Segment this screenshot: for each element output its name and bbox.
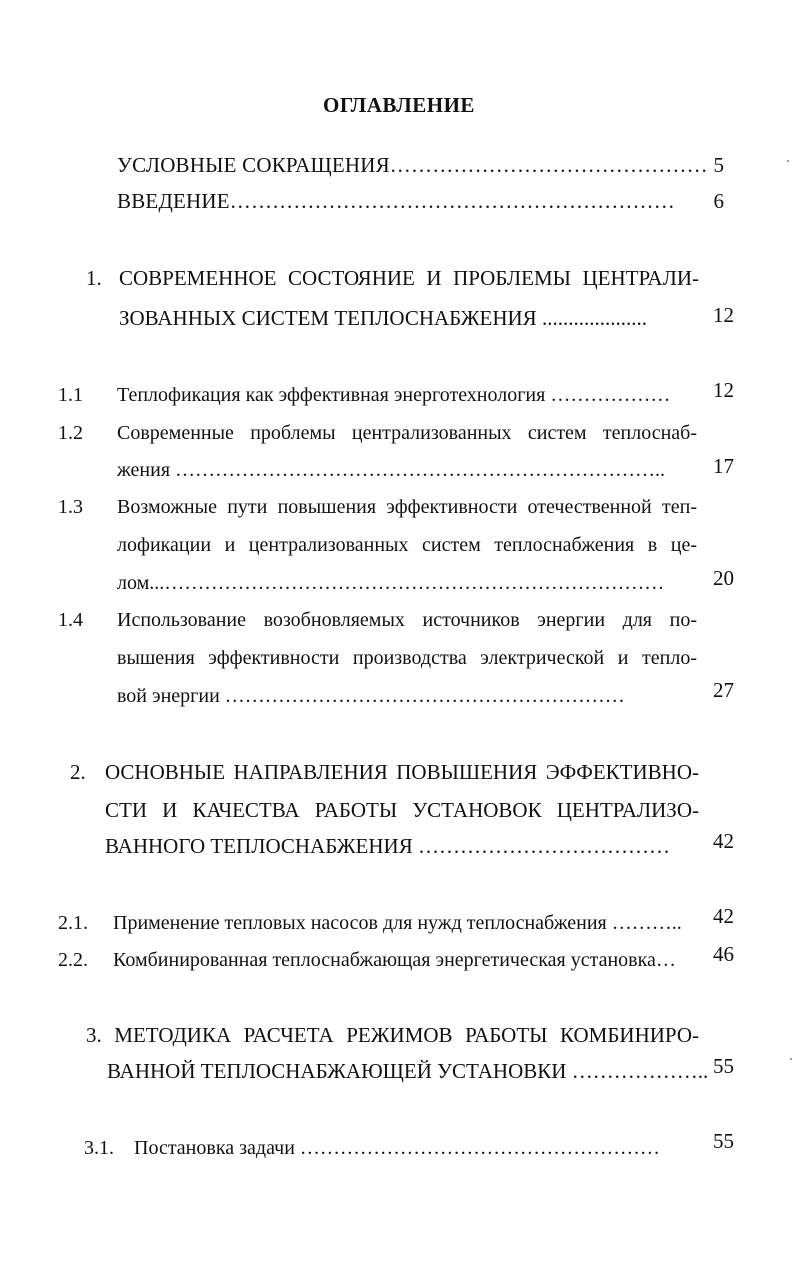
section-title-line: лофикации и централизованных систем теплоснабжения в це-	[117, 534, 697, 556]
section-number: 1.3	[58, 496, 83, 518]
toc-page-number: 12	[713, 378, 734, 402]
toc-page-number: 20	[713, 566, 734, 590]
section-title-line: лом...…………………………………………………………………	[117, 572, 665, 594]
chapter-title-line: ВАННОГО ТЕПЛОСНАБЖЕНИЯ ………………………………	[105, 834, 670, 858]
toc-page-number: 5	[713, 153, 724, 177]
chapter-title-line: СТИ И КАЧЕСТВА РАБОТЫ УСТАНОВОК ЦЕНТРАЛИЗО-	[105, 798, 699, 822]
chapter-title-line: 3. МЕТОДИКА РАСЧЕТА РЕЖИМОВ РАБОТЫ КОМБИНИРО-	[86, 1023, 699, 1047]
toc-page-number: 55	[713, 1129, 734, 1153]
chapter-title-line: ЗОВАННЫХ СИСТЕМ ТЕПЛОСНАБЖЕНИЯ ....................	[119, 306, 647, 330]
section-number: 2.1.	[58, 912, 88, 934]
toc-page-number: 55	[713, 1054, 734, 1078]
toc-page-number: 6	[713, 189, 724, 213]
scan-mark	[787, 160, 789, 162]
section-title-line: вой энергии ……………………………………………………	[117, 685, 625, 707]
section-title-line: Возможные пути повышения эффективности отечественной теп-	[117, 496, 697, 518]
section-number: 1.1	[58, 384, 83, 406]
section-title-line: жения ………………………………………………………………..	[117, 459, 666, 481]
section-title-line: Комбинированная теплоснабжающая энергетическая установка…	[113, 949, 676, 971]
chapter-title-line: ВАННОЙ ТЕПЛОСНАБЖАЮЩЕЙ УСТАНОВКИ ………………..	[107, 1059, 709, 1083]
section-number: 1.4	[58, 609, 83, 631]
toc-entry-abbreviations: УСЛОВНЫЕ СОКРАЩЕНИЯ………………………………………	[117, 153, 708, 177]
chapter-title-line: ОСНОВНЫЕ НАПРАВЛЕНИЯ ПОВЫШЕНИЯ ЭФФЕКТИВНО-	[105, 760, 699, 784]
toc-page-number: 42	[713, 829, 734, 853]
section-title-line: Постановка задачи ………………………………………………	[134, 1137, 660, 1159]
chapter-number: 1.	[86, 266, 102, 290]
chapter-number: 2.	[70, 760, 86, 784]
page-title: ОГЛАВЛЕНИЕ	[323, 93, 475, 117]
chapter-title-line: СОВРЕМЕННОЕ СОСТОЯНИЕ И ПРОБЛЕМЫ ЦЕНТРАЛИ-	[119, 266, 699, 290]
toc-entry-introduction: ВВЕДЕНИЕ………………………………………………………	[117, 189, 675, 213]
section-number: 3.1.	[84, 1137, 114, 1159]
toc-page-number: 17	[713, 454, 734, 478]
toc-page-number: 12	[713, 303, 734, 327]
section-title-line: Современные проблемы централизованных систем теплоснаб-	[117, 422, 697, 444]
section-number: 1.2	[58, 422, 83, 444]
toc-page-number: 27	[713, 678, 734, 702]
section-title-line: вышения эффективности производства электрической и тепло-	[117, 647, 697, 669]
toc-page-number: 46	[713, 942, 734, 966]
section-title-line: Применение тепловых насосов для нужд теплоснабжения ………..	[113, 912, 682, 934]
scan-mark	[790, 1058, 792, 1060]
section-title-line: Использование возобновляемых источников энергии для по-	[117, 609, 697, 631]
section-number: 2.2.	[58, 949, 88, 971]
section-title-line: Теплофикация как эффективная энерготехнология ………………	[117, 384, 671, 406]
toc-page-number: 42	[713, 904, 734, 928]
